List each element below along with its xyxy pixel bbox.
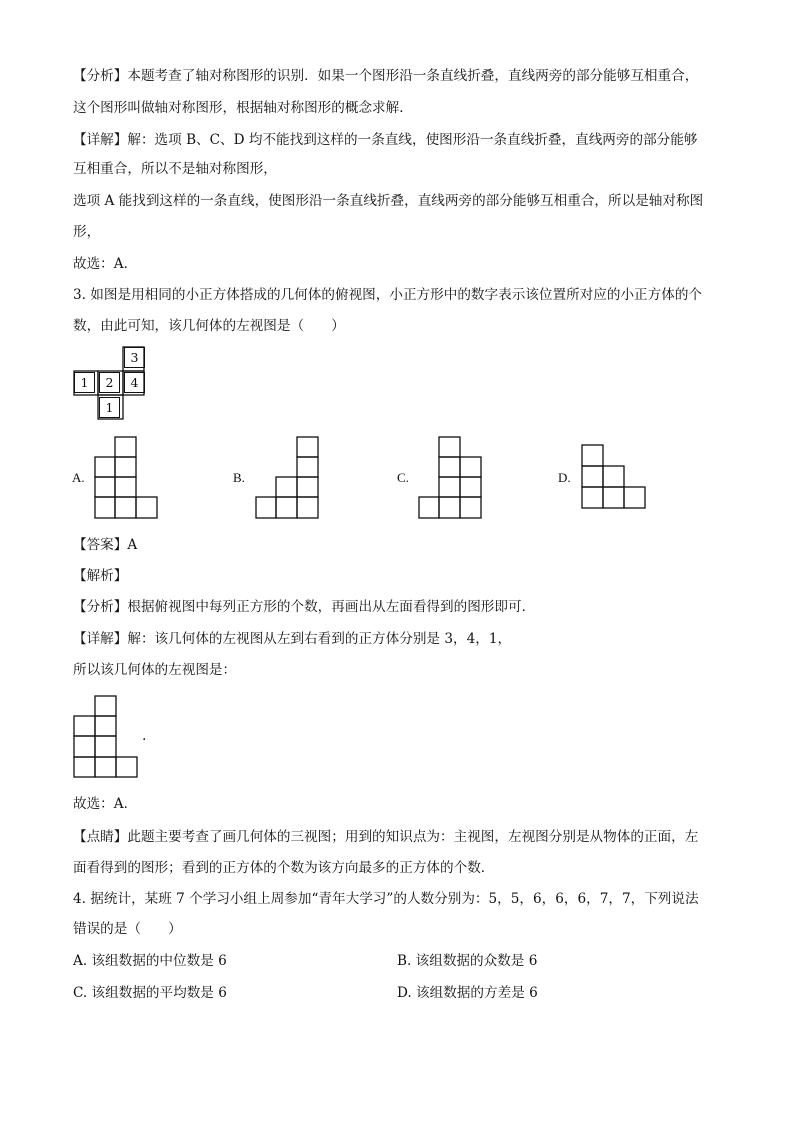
q4-option-a: A. 该组数据的中位数是 6 [73, 953, 227, 969]
detail-line: 所以该几何体的左视图是： [73, 662, 237, 678]
detail-line: 【详解】解：选项 B、C、D 均不能找到这样的一条直线，使图形沿一条直线折叠，直线两旁的部分能够 [73, 132, 698, 148]
top-view-cell: 1 [74, 372, 95, 393]
analysis-line: 这个图形叫做轴对称图形，根据轴对称图形的概念求解． [73, 100, 413, 116]
option-b-figure [255, 436, 321, 522]
explanation-heading: 【解析】 [73, 568, 128, 584]
analysis-line: 【分析】本题考查了轴对称图形的识别．如果一个图形沿一条直线折叠，直线两旁的部分能够互相重合， [73, 68, 699, 84]
detail-line: 互相重合，所以不是轴对称图形， [73, 161, 277, 177]
option-d-figure [581, 444, 649, 510]
detail-line: 选项 A 能找到这样的一条直线，使图形沿一条直线折叠，直线两旁的部分能够互相重合，所以是轴对称图 [73, 193, 704, 209]
top-view-cell: 4 [124, 372, 145, 393]
top-view-cell: 1 [99, 397, 120, 418]
key-point-line: 【点睛】此题主要考查了画几何体的三视图；用到的知识点为：主视图，左视图分别是从物体的正面，左 [73, 829, 699, 845]
question-4-line: 错误的是（ ） [73, 921, 182, 937]
detail-line: 形， [73, 224, 101, 240]
question-4-line: 4. 据统计，某班 7 个学习小组上周参加“青年大学习”的人数分别为：5，5，6，6，6，7，7，下列说法 [73, 891, 699, 907]
q4-option-d: D. 该组数据的方差是 6 [397, 985, 538, 1001]
option-d-label: D. [558, 470, 571, 485]
choice-line: 故选：A． [73, 796, 138, 812]
question-3-line: 3. 如图是用相同的小正方体搭成的几何体的俯视图，小正方形中的数字表示该位置所对应的小正方体的个 [73, 287, 703, 303]
figure-period: . [142, 728, 147, 744]
choice-line: 故选：A． [73, 256, 138, 272]
detail-line: 【详解】解：该几何体的左视图从左到右看到的正方体分别是 3，4，1， [73, 631, 512, 647]
top-view-cell: 3 [124, 347, 145, 368]
analysis-line: 【分析】根据俯视图中每列正方形的个数，再画出从左面看得到的图形即可． [73, 599, 536, 615]
question-3-line: 数，由此可知，该几何体的左视图是（ ） [73, 318, 345, 334]
q4-option-c: C. 该组数据的平均数是 6 [73, 985, 227, 1001]
option-c-figure [418, 436, 484, 522]
option-b-label: B. [233, 470, 245, 485]
key-point-line: 面看得到的图形；看到的正方体的个数为该方向最多的正方体的个数． [73, 860, 495, 876]
option-c-label: C. [397, 470, 409, 485]
left-view-figure [73, 695, 141, 781]
q4-option-b: B. 该组数据的众数是 6 [397, 953, 538, 969]
top-view-cell: 2 [99, 372, 120, 393]
option-a-label: A. [72, 470, 85, 485]
answer-line: 【答案】A [73, 537, 138, 553]
option-a-figure [94, 436, 160, 522]
top-view-grid-lines [73, 346, 153, 426]
